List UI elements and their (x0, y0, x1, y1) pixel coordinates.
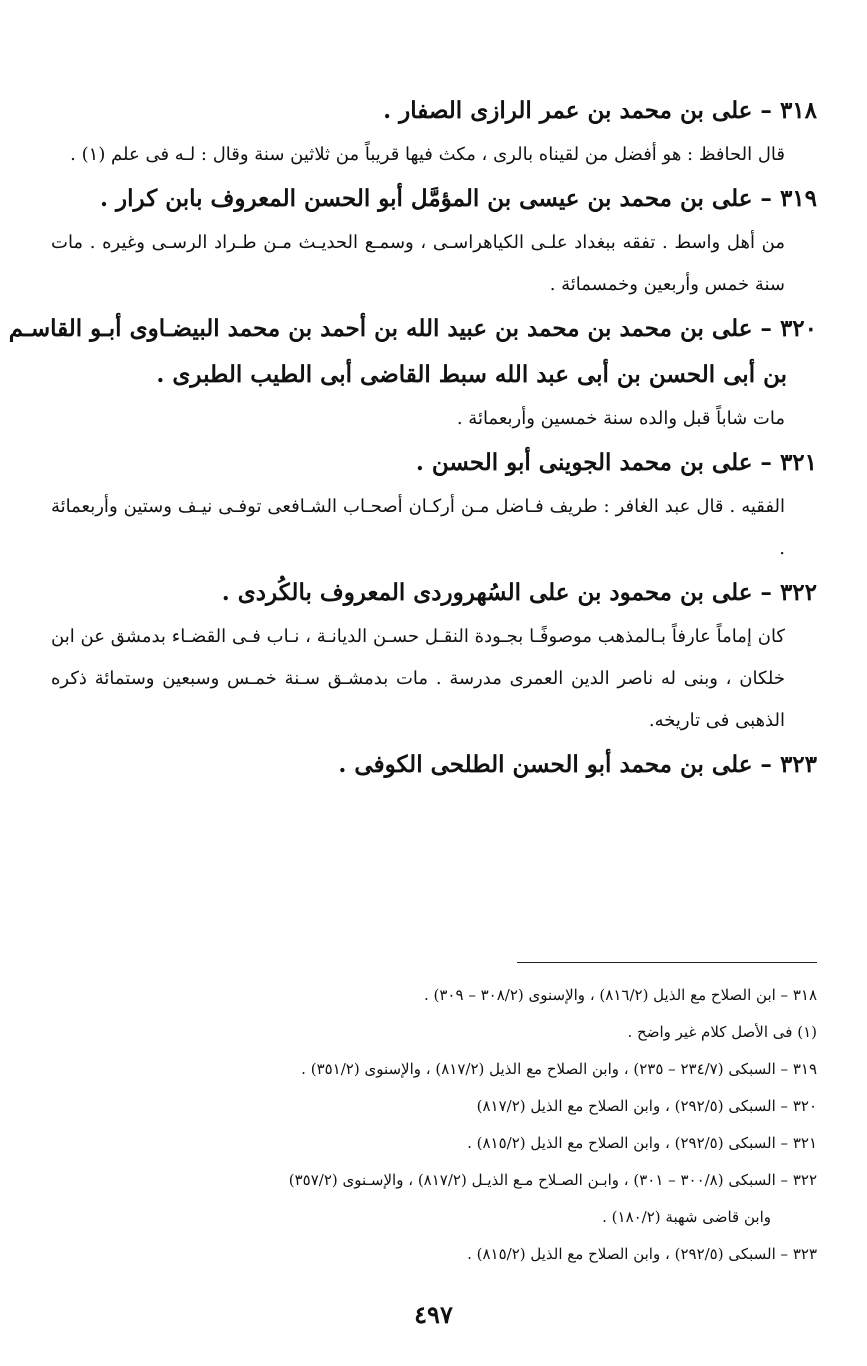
entry-title-line2: بن أبى الحسن بن أبى عبد الله سبط القاضى أبى الطيب الطبرى . (156, 361, 787, 388)
entry-title (8, 306, 817, 398)
entry-320 (8, 306, 817, 440)
footnote-318: ٣١٨ – ابن الصلاح مع الذيل (٨١٦/٢) ، والإسنوى (٣٠٨/٢ – ٣٠٩) . (423, 986, 817, 1004)
entries-section (8, 88, 817, 788)
entry-322 (47, 570, 817, 742)
entry-title: ٣٢١ – على بن محمد الجوينى أبو الحسن . (415, 449, 817, 476)
entry-title: ٣١٩ – على بن محمد بن عيسى بن المؤمَّل أبو الحسن المعروف بابن كرار . (100, 185, 817, 212)
footnote-1: (١) فى الأصل كلام غير واضح . (627, 1023, 817, 1041)
footnote-320: ٣٢٠ – السبكى (٢٩٢/٥) ، وابن الصلاح مع الذيل (٨١٧/٢) (476, 1097, 817, 1115)
footnote-322: ٣٢٢ – السبكى (٣٠٠/٨ – ٣٠١) ، وابـن الصـلاح مـع الذيـل (٨١٧/٢) ، والإسـنوى (٣٥٧/٢) (288, 1171, 817, 1189)
entry-318 (47, 88, 817, 176)
footnotes-section (57, 977, 817, 1273)
footnote-divider (517, 962, 817, 963)
entry-title: ٣١٨ – على بن محمد بن عمر الرازى الصفار . (383, 97, 817, 124)
entry-title-line1: ٣٢٠ – على بن محمد بن محمد بن عبيد الله بن أحمد بن محمد البيضـاوى أبـو القاسـم (8, 315, 817, 342)
entry-body: كان إماماً عارفاً بـالمذهب موصوفًـا بجـودة النقـل حسـن الديانـة ، نـاب فـى القضـاء بدمشق عن ابن خلكان ، وبنى له ناصر الدين العمرى مدرسة . مات بدمشـق سـنة خمـس وسبعين وستمائة ذكره الذهبى فى تاريخه. (51, 626, 785, 731)
footnote-319: ٣١٩ – السبكى (٢٣٤/٧ – ٢٣٥) ، وابن الصلاح مع الذيل (٨١٧/٢) ، والإسنوى (٣٥١/٢) . (301, 1060, 817, 1078)
entry-321 (47, 440, 817, 570)
entry-323 (47, 742, 817, 788)
footnote-323: ٣٢٣ – السبكى (٢٩٢/٥) ، وابن الصلاح مع الذيل (٨١٥/٢) . (467, 1245, 817, 1263)
footnote-321: ٣٢١ – السبكى (٢٩٢/٥) ، وابن الصلاح مع الذيل (٨١٥/٢) . (467, 1134, 817, 1152)
entry-body: من أهل واسط . تفقه ببغداد علـى الكياهراسـى ، وسمـع الحديـث مـن طـراد الرسـى وغيره . مات سنة خمس وأربعين وخمسمائة . (51, 232, 785, 295)
entry-title: ٣٢٢ – على بن محمود بن على السُهروردى المعروف بالكُردى . (221, 579, 817, 606)
footnote-322-continued: وابن قاضى شهبة (١٨٠/٢) . (602, 1208, 771, 1226)
entry-title: ٣٢٣ – على بن محمد أبو الحسن الطلحى الكوفى . (338, 751, 817, 778)
page-number: ٤٩٧ (414, 1300, 453, 1329)
entry-body: مات شاباً قبل والده سنة خمسين وأربعمائة . (456, 408, 785, 429)
entry-319 (47, 176, 817, 306)
entry-body: الفقيه . قال عبد الغافر : طريف فـاضل مـن أركـان أصحـاب الشـافعى توفـى نيـف وستين وأربعمائة . (51, 496, 785, 559)
entry-body: قال الحافظ : هو أفضل من لقيناه بالرى ، مكث فيها قريباً من ثلاثين سنة وقال : لـه فى علم (١) . (70, 144, 785, 165)
